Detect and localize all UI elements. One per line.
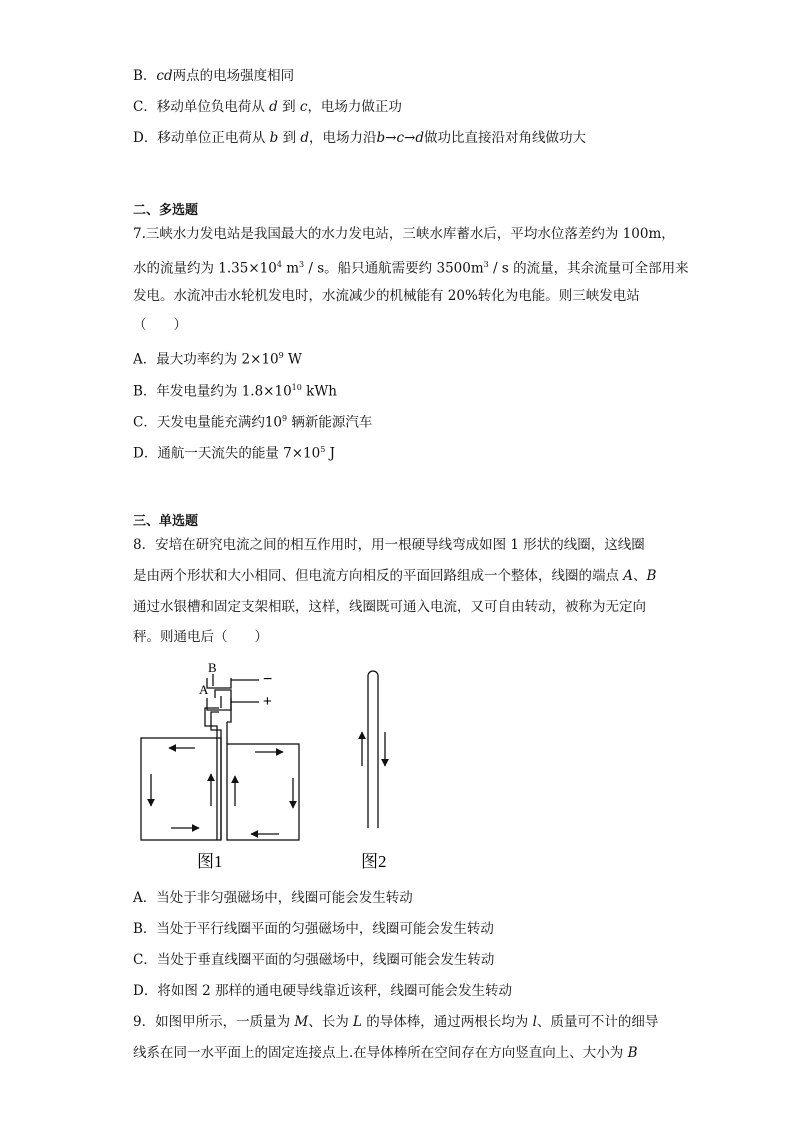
q8-stem-line1: 8．安培在研究电流之间的相互作用时，用一根硬导线弯成如图 1 形状的线圈，这线圈 — [133, 537, 645, 553]
figure-1-coil — [141, 674, 299, 840]
q9-stem-line2: 线系在同一水平面上的固定连接点上.在导体棒所在空间存在方向竖直向上、大小为 B — [133, 1045, 638, 1061]
q7-stem-line1: 7.三峡水力发电站是我国最大的水力发电站，三峡水库蓄水后，平均水位落差约为 100m， — [133, 226, 675, 242]
q8-stem-line4: 秤。则通电后（ ） — [133, 629, 268, 645]
section-heading-single-choice: 三、单选题 — [133, 514, 199, 529]
right-loop — [227, 744, 299, 840]
q8-stem-line2: 是由两个形状和大小相同、但电流方向相反的平面回路组成一个整体，线圈的端点 A、B — [133, 568, 657, 584]
hairpin-wire — [368, 671, 378, 828]
q8-option-d: D．将如图 2 那样的通电硬导线靠近该秤，线圈可能会发生转动 — [133, 983, 512, 999]
label-a: A — [199, 682, 209, 697]
section-heading-multiple-choice: 二、多选题 — [133, 203, 199, 218]
q7-stem-line3: 发电。水流冲击水轮机发电时，水流减少的机械能有 20%转化为电能。则三峡发电站 — [133, 288, 640, 304]
mercury-cup-b — [207, 678, 231, 688]
current-arrows — [151, 748, 293, 834]
label-b: B — [208, 660, 217, 675]
left-loop — [141, 738, 221, 840]
q9-stem-line1: 9．如图甲所示，一质量为 M、长为 L 的导体棒，通过两根长均为 l、质量可不计的细导 — [133, 1014, 659, 1030]
q6-option-b: B．cd两点的电场强度相同 — [133, 68, 295, 84]
q8-stem-line3: 通过水银槽和固定支架相联，这样，线圈既可通入电流，又可自由转动，被称为无定向 — [133, 599, 646, 615]
q8-option-a: A．当处于非匀强磁场中，线圈可能会发生转动 — [133, 890, 413, 906]
q8-option-c: C．当处于垂直线圈平面的匀强磁场中，线圈可能会发生转动 — [133, 952, 495, 968]
q7-option-d: D．通航一天流失的能量 $7\times 10^5$ J — [133, 445, 335, 462]
q6-option-c: C．移动单位负电荷从 d 到 c，电场力做正功 — [133, 99, 402, 115]
q7-option-a: A．最大功率约为 $2\times 10^9$ W — [133, 351, 302, 368]
figure-1-label: 图1 — [197, 852, 223, 871]
figure-2-label: 图2 — [361, 852, 387, 871]
q7-option-c: C．天发电量能充满约$10^9$ 辆新能源汽车 — [133, 414, 373, 431]
q7-option-b: B．年发电量约为 $1.8\times 10^{10}$ kWh — [133, 383, 337, 400]
q8-figure — [133, 660, 413, 875]
figure-2-conductor — [368, 671, 378, 828]
q6-option-d: D．移动单位正电荷从 b 到 d，电场力沿b→c→d做功比直接沿对角线做功大 — [133, 130, 586, 146]
q8-option-b: B．当处于平行线圈平面的匀强磁场中，线圈可能会发生转动 — [133, 921, 494, 937]
terminal-plus: + — [263, 693, 272, 710]
q7-answer-bracket: （ ） — [133, 317, 187, 333]
q7-stem-line2: 水的流量约为 $1.35\times 10^4$ $m^3$ / s。船只通航需要约 $3500m^3$ / s 的流量，其余流量可全部用来 — [133, 260, 689, 277]
terminal-minus: − — [263, 671, 273, 688]
